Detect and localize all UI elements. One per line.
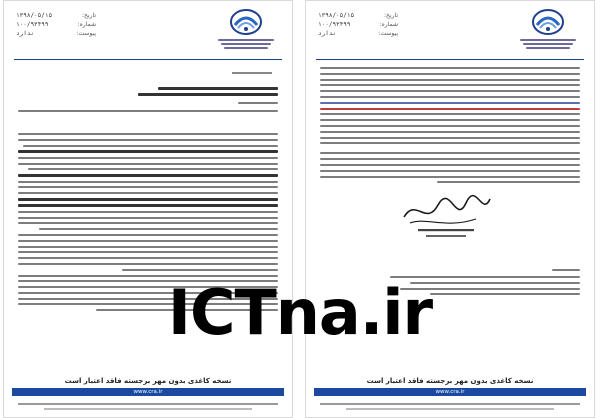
letter-meta xyxy=(318,11,398,38)
footer-address-line xyxy=(18,403,278,405)
header-rule xyxy=(316,59,584,60)
attachment-label: پیوست: xyxy=(76,30,96,37)
number-label: شماره: xyxy=(379,21,398,28)
footer-contact-line xyxy=(44,408,252,410)
footer-address-line xyxy=(320,403,580,405)
letter-meta xyxy=(16,11,96,38)
salutation-mark xyxy=(4,69,272,77)
number-value: ۱۰۰/۹۳۴۹۹ xyxy=(16,21,49,28)
letter-page-left xyxy=(3,0,293,418)
date-label: تاریخ: xyxy=(384,12,398,19)
letter-page-right xyxy=(305,0,595,418)
attachment-value: ندارد xyxy=(318,30,337,37)
attachment-label: پیوست: xyxy=(378,30,398,37)
number-label: شماره: xyxy=(77,21,96,28)
site-watermark: ICTna.ir xyxy=(167,276,433,349)
date-value: ۱۳۹۸/۰۵/۱۵ xyxy=(16,12,53,19)
footer-website: www.cra.ir xyxy=(314,388,586,396)
header-rule xyxy=(14,59,282,60)
footer-contact-line xyxy=(346,408,554,410)
cra-logo xyxy=(516,7,580,51)
date-value: ۱۳۹۸/۰۵/۱۵ xyxy=(318,12,355,19)
footer-validity-note: نسخه کاغذی بدون مهر برجسته فاقد اعتبار است xyxy=(366,377,534,385)
footer-validity-note: نسخه کاغذی بدون مهر برجسته فاقد اعتبار است xyxy=(64,377,232,385)
org-name-lines xyxy=(516,39,580,49)
org-name-lines xyxy=(214,39,278,49)
letter-body xyxy=(320,67,580,187)
date-label: تاریخ: xyxy=(82,12,96,19)
cra-logo xyxy=(214,7,278,51)
recipient-block xyxy=(18,87,278,116)
cra-emblem-icon xyxy=(229,7,263,37)
cra-emblem-icon xyxy=(531,7,565,37)
attachment-value: ندارد xyxy=(16,30,35,37)
signature-stamp xyxy=(396,187,496,245)
footer-website: www.cra.ir xyxy=(12,388,284,396)
number-value: ۱۰۰/۹۳۴۹۹ xyxy=(318,21,351,28)
